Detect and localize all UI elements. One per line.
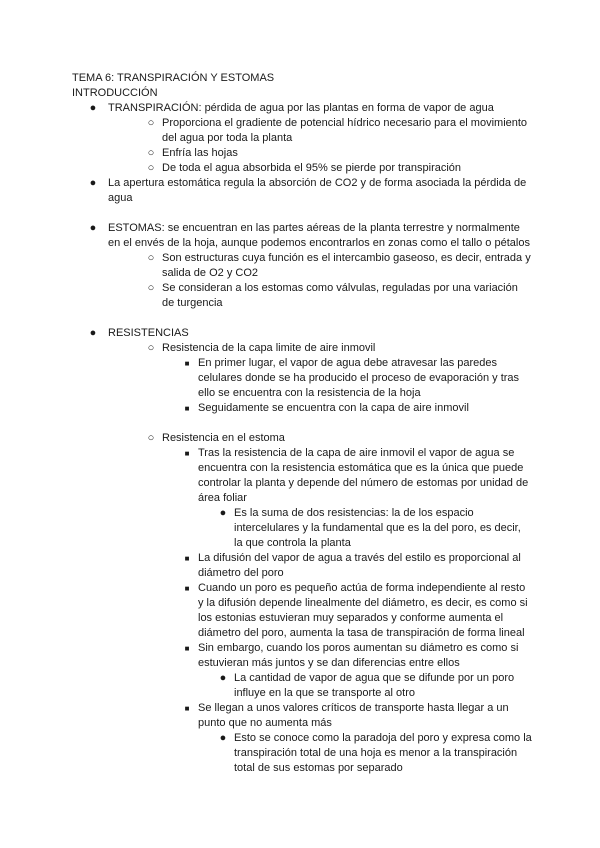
main-list — [72, 101, 532, 776]
sub-sub-item — [180, 641, 532, 701]
sub-sublist — [180, 446, 532, 776]
sub-item-estoma — [144, 431, 532, 776]
bullet-disc-icon: ● — [219, 672, 227, 684]
sub-sub-item — [180, 446, 532, 551]
sub-sublist — [180, 356, 532, 416]
deep-item — [216, 506, 532, 551]
deep-sublist — [216, 506, 532, 551]
deep-sublist — [216, 671, 532, 701]
sub-sub-item-text: En primer lugar, el vapor de agua debe atravesar las paredes celulares donde se ha producido el proceso de evaporación y tras ello se encuentra con la resistencia de la hoja — [198, 357, 520, 399]
list-item-text: ESTOMAS: se encuentran en las partes aéreas de la planta terrestre y normalmente en el envés de la hoja, aunque podemos encontrarlos en zonas como el tallo o pétalos — [108, 222, 530, 249]
sub-sub-item-text: Seguidamente se encuentra con la capa de aire inmovil — [198, 402, 469, 414]
sub-sub-item-text: La difusión del vapor de agua a través del estilo es proporcional al diámetro del poro — [198, 552, 521, 579]
bullet-square-icon: ■ — [184, 449, 190, 458]
section-heading: INTRODUCCIÓN — [72, 87, 158, 99]
list-item-estomas — [72, 221, 532, 311]
bullet-circle-icon: ○ — [147, 147, 155, 159]
sub-item-text: Resistencia en el estoma — [162, 432, 285, 444]
bullet-circle-icon: ○ — [147, 282, 155, 294]
bullet-circle-icon: ○ — [147, 162, 155, 174]
sub-sub-item — [180, 581, 532, 641]
sub-sub-item — [180, 551, 532, 581]
sub-item-capa-limite — [144, 341, 532, 416]
bullet-square-icon: ■ — [184, 704, 190, 713]
sub-item-text: De toda el agua absorbida el 95% se pierde por transpiración — [162, 162, 462, 174]
bullet-circle-icon: ○ — [147, 342, 155, 354]
list-item-apertura — [72, 176, 532, 206]
deep-item — [216, 671, 532, 701]
list-item-transpiracion — [72, 101, 532, 176]
sub-item — [144, 116, 532, 146]
deep-item-text: Es la suma de dos resistencias: la de los espacio intercelulares y la fundamental que es la del poro, es decir, la que controla la planta — [234, 507, 521, 549]
sub-sub-item-text: Tras la resistencia de la capa de aire inmovil el vapor de agua se encuentra con la resistencia estomática que es la única que puede controlar la planta y depende del número de estomas por unidad de área foliar — [198, 447, 529, 504]
sub-sub-item-text: Cuando un poro es pequeño actúa de forma independiente al resto y la difusión depende linealmente del diámetro, es decir, es como si los estonias estuvieran muy separados y conforme aumenta el diámetro del poro, aumenta la tasa de transpiración de forma lineal — [198, 582, 528, 639]
deep-item-text: La cantidad de vapor de agua que se difunde por un poro influye en la que se transporte al otro — [234, 672, 515, 699]
bullet-disc-icon: ● — [219, 732, 227, 744]
list-item-text: RESISTENCIAS — [108, 327, 189, 339]
sub-sub-item — [180, 701, 532, 776]
bullet-disc-icon: ● — [89, 327, 97, 339]
bullet-square-icon: ■ — [184, 359, 190, 368]
bullet-square-icon: ■ — [184, 404, 190, 413]
sub-sub-item — [180, 356, 532, 401]
list-item-text: La apertura estomática regula la absorción de CO2 y de forma asociada la pérdida de agua — [108, 177, 527, 204]
document-page — [72, 71, 532, 776]
sublist — [144, 341, 532, 776]
sub-sub-item-text: Se llegan a unos valores críticos de transporte hasta llegar a un punto que no aumenta más — [198, 702, 509, 729]
list-item-resistencias — [72, 326, 532, 776]
bullet-square-icon: ■ — [184, 644, 190, 653]
sub-item-text: Resistencia de la capa limite de aire inmovil — [162, 342, 376, 354]
sub-item — [144, 281, 532, 311]
deep-item-text: Esto se conoce como la paradoja del poro y expresa como la transpiración total de una hoja es menor a la transpiración total de sus estomas por separado — [234, 732, 532, 774]
bullet-disc-icon: ● — [89, 177, 97, 189]
sub-item-text: Se consideran a los estomas como válvulas, reguladas por una variación de turgencia — [162, 282, 518, 309]
bullet-circle-icon: ○ — [147, 432, 155, 444]
bullet-disc-icon: ● — [219, 507, 227, 519]
sub-item — [144, 251, 532, 281]
bullet-disc-icon: ● — [89, 102, 97, 114]
bullet-square-icon: ■ — [184, 584, 190, 593]
deep-sublist — [216, 731, 532, 776]
sub-item-text: Enfría las hojas — [162, 147, 238, 159]
bullet-circle-icon: ○ — [147, 252, 155, 264]
bullet-disc-icon: ● — [89, 222, 97, 234]
sublist — [144, 116, 532, 176]
sub-item-text: Proporciona el gradiente de potencial hídrico necesario para el movimiento del agua por toda la planta — [162, 117, 528, 144]
bullet-circle-icon: ○ — [147, 117, 155, 129]
list-item-text: TRANSPIRACIÓN: pérdida de agua por las plantas en forma de vapor de agua — [108, 102, 494, 114]
sub-item — [144, 146, 532, 161]
sub-sub-item-text: Sin embargo, cuando los poros aumentan su diámetro es como si estuvieran más juntos y se dan diferencias entre ellos — [198, 642, 519, 669]
bullet-square-icon: ■ — [184, 554, 190, 563]
document-title: TEMA 6: TRANSPIRACIÓN Y ESTOMAS — [72, 72, 275, 84]
sub-item — [144, 161, 532, 176]
sub-sub-item — [180, 401, 532, 416]
sublist — [144, 251, 532, 311]
sub-item-text: Son estructuras cuya función es el intercambio gaseoso, es decir, entrada y salida de O2 y CO2 — [162, 252, 531, 279]
deep-item — [216, 731, 532, 776]
